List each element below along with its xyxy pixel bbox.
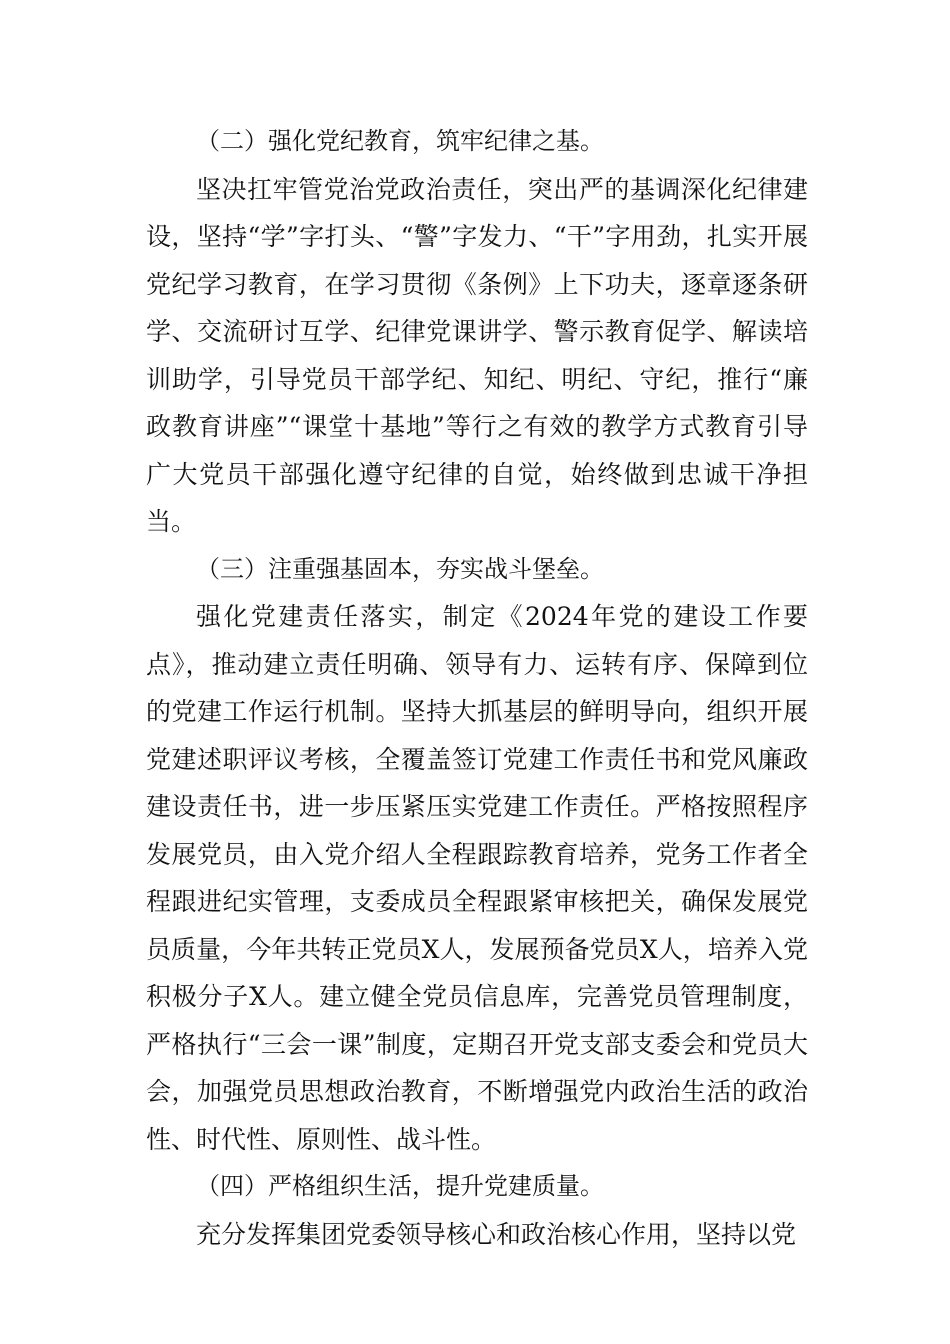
section-paragraph-4: 充分发挥集团党委领导核心和政治核心作用，坚持以党 — [196, 1219, 797, 1249]
section-paragraph-3: 强化党建责任落实，制定《2024年党的建设工作要点》，推动建立责任明确、领导有力、运转有序、保障到位的党建工作运行机制。坚持大抓基层的鲜明导向，组织开展党建述职评议考核，全覆盖签订党建工作责任书和党风廉政建设责任书，进一步压紧压实党建工作责任。严格按照程序发展党员，由入党介绍人全程跟踪教育培养，党务工作者全程跟进纪实管理，支委成员全程跟紧审核把关，确保发展党员质量，今年共转正党员X人，发展预备党员X人，培养入党积极分子X人。建立健全党员信息库，完善党员管理制度，严格执行“三会一课”制度，定期召开党支部支委会和党员大会，加强党员思想政治教育，不断增强党内政治生活的政治性、时代性、原则性、战斗性。 — [146, 602, 808, 1154]
section-heading-2: （二）强化党纪教育，筑牢纪律之基。 — [196, 127, 604, 155]
section-paragraph-2: 坚决扛牢管党治党政治责任，突出严的基调深化纪律建设，坚持“学”字打头、“警”字发力、“干”字用劲，扎实开展党纪学习教育，在学习贯彻《条例》上下功夫，逐章逐条研学、交流研讨互学、纪律党课讲学、警示教育促学、解读培训助学，引导党员干部学纪、知纪、明纪、守纪，推行“廉政教育讲座”“课堂十基地”等行之有效的教学方式教育引导广大党员干部强化遵守纪律的自觉，始终做到忠诚干净担当。 — [146, 174, 808, 536]
document-body — [146, 118, 808, 1258]
section-heading-4: （四）严格组织生活，提升党建质量。 — [196, 1172, 604, 1200]
section-heading-3: （三）注重强基固本，夯实战斗堡垒。 — [196, 554, 604, 583]
